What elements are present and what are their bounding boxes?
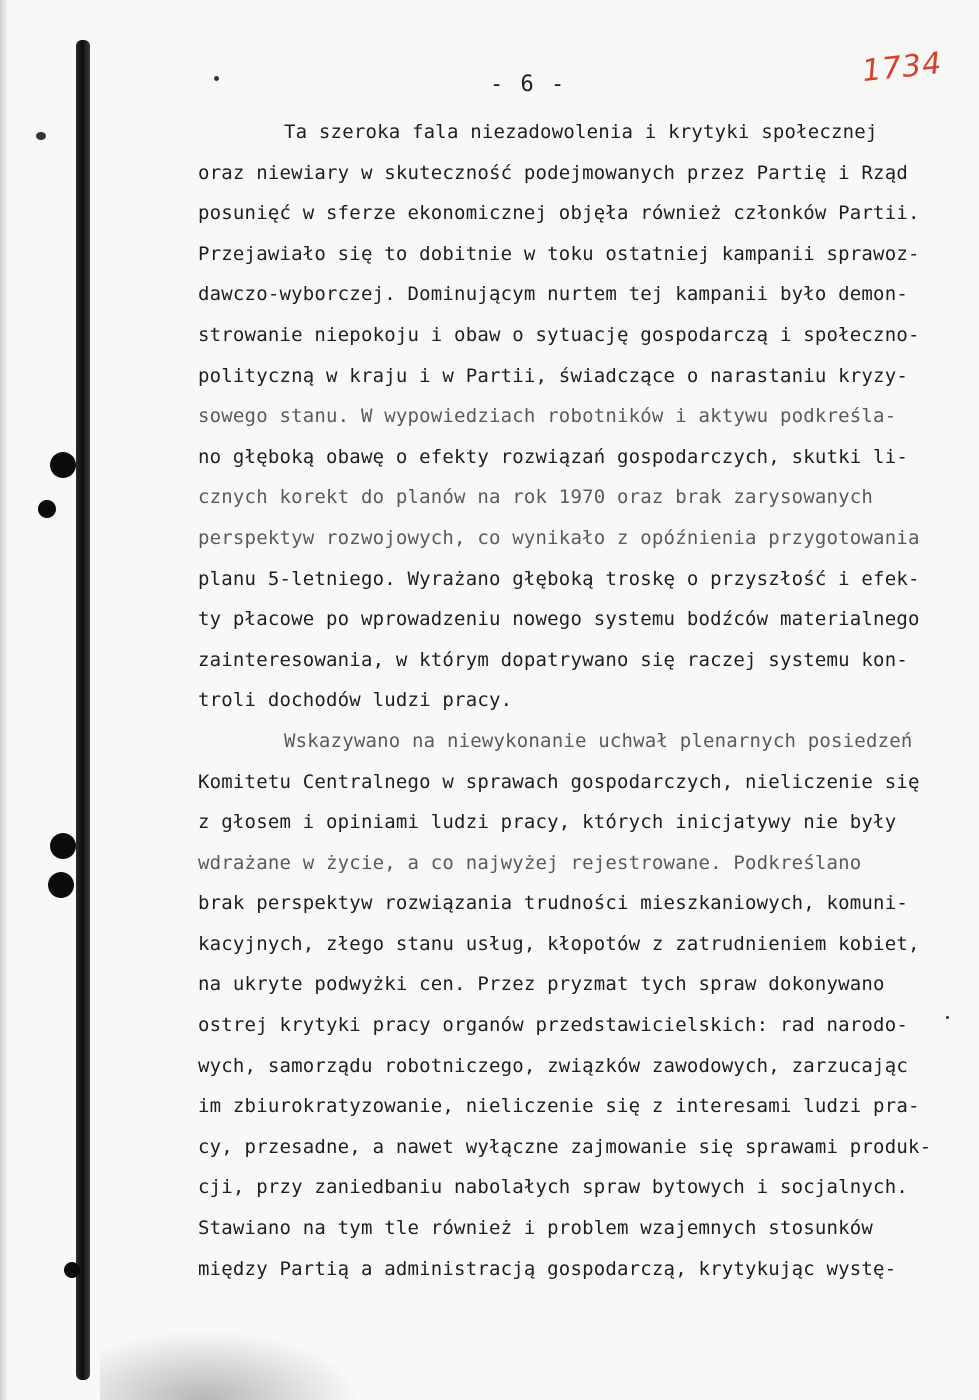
scan-smudge [100, 1330, 360, 1400]
text-line: planu 5-letniego. Wyrażano głęboką troskę o przyszłość i efek- [198, 567, 920, 590]
punch-hole-icon [64, 1262, 80, 1278]
ink-mark-icon [36, 132, 46, 140]
typewritten-text [198, 112, 958, 1289]
text-line: Wskazywano na niewykonanie uchwał plenarnych posiedzeń [284, 729, 913, 752]
page-edge-shadow [0, 0, 8, 1400]
punch-hole-icon [38, 500, 56, 518]
text-line: perspektyw rozwojowych, co wynikało z opóźnienia przygotowania [198, 526, 920, 549]
text-line: im zbiurokratyzowanie, nieliczenie się z interesami ludzi pra- [198, 1095, 920, 1118]
text-line: wych, samorządu robotniczego, związków zawodowych, zarzucając [198, 1054, 908, 1077]
text-line: polityczną w kraju i w Partii, świadczące o narastaniu kryzy- [198, 364, 908, 387]
text-line: dawczo-wyborczej. Dominującym nurtem tej kampanii było demon- [198, 283, 908, 306]
text-line: troli dochodów ludzi pracy. [198, 689, 513, 712]
text-line: cy, przesadne, a nawet wyłączne zajmowanie się sprawami produk- [198, 1135, 932, 1158]
text-line: na ukryte podwyżki cen. Przez pryzmat tych spraw dokonywano [198, 973, 885, 996]
text-line: cji, przy zaniedbaniu nabolałych spraw bytowych i socjalnych. [198, 1176, 908, 1199]
text-line: oraz niewiary w skuteczność podejmowanych przez Partię i Rząd [198, 161, 908, 184]
text-line: posunięć w sferze ekonomicznej objęła również członków Partii. [198, 202, 920, 225]
text-line: Przejawiało się to dobitnie w toku ostatniej kampanii sprawoz- [198, 242, 920, 265]
text-line: kacyjnych, złego stanu usług, kłopotów z zatrudnieniem kobiet, [198, 932, 920, 955]
punch-hole-icon [48, 872, 74, 898]
punch-hole-icon [50, 833, 76, 859]
punch-hole-icon [50, 452, 76, 478]
text-line: cznych korekt do planów na rok 1970 oraz brak zarysowanych [198, 486, 874, 509]
text-line: ty płacowe po wprowadzeniu nowego systemu bodźców materialnego [198, 608, 920, 631]
ink-mark-icon [214, 76, 219, 81]
text-line: no głęboką obawę o efekty rozwiązań gospodarczych, skutki li- [198, 445, 908, 468]
text-line: Komitetu Centralnego w sprawach gospodarczych, nieliczenie się [198, 770, 920, 793]
text-line: strowanie niepokoju i obaw o sytuację gospodarczą i społeczno- [198, 323, 920, 346]
text-line: wdrażane w życie, a co najwyżej rejestrowane. Podkreślano [198, 851, 862, 874]
text-line: zainteresowania, w którym dopatrywano się raczej systemu kon- [198, 648, 908, 671]
text-line: brak perspektyw rozwiązania trudności mieszkaniowych, komuni- [198, 892, 908, 915]
text-line: sowego stanu. W wypowiedziach robotników i aktywu podkreśla- [198, 405, 897, 428]
text-line: z głosem i opiniami ludzi pracy, których inicjatywy nie były [198, 811, 897, 834]
text-line: Ta szeroka fala niezadowolenia i krytyki społecznej [284, 121, 878, 143]
text-line: ostrej krytyki pracy organów przedstawicielskich: rad narodo- [198, 1014, 908, 1037]
binder-strip [76, 40, 90, 1380]
text-line: między Partią a administracją gospodarczą, krytykując wystę- [198, 1257, 897, 1280]
archive-number-stamp: 1734 [860, 45, 944, 90]
page-number: - 6 - [490, 72, 567, 97]
text-line: Stawiano na tym tle również i problem wzajemnych stosunków [198, 1217, 874, 1240]
